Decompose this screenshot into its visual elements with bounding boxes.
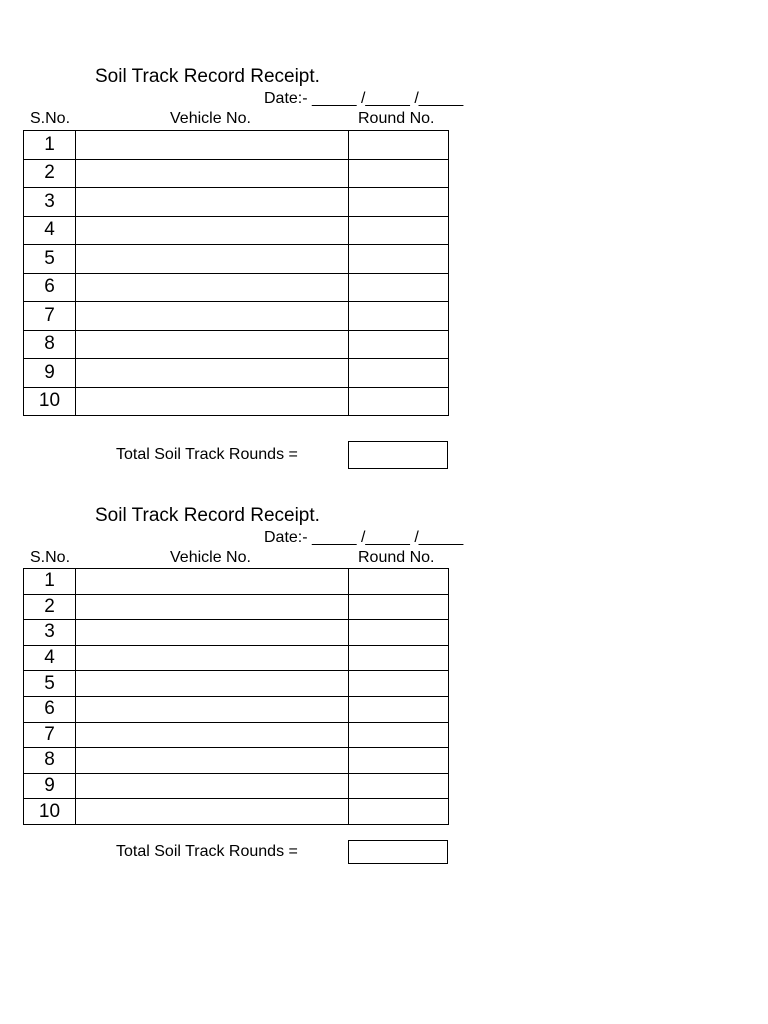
row-number: 8 bbox=[24, 748, 76, 774]
round-no-cell[interactable] bbox=[349, 188, 449, 217]
total-rounds-label: Total Soil Track Rounds = bbox=[116, 843, 298, 860]
vehicle-no-cell[interactable] bbox=[76, 671, 349, 697]
row-number: 4 bbox=[24, 216, 76, 245]
table-row bbox=[24, 569, 449, 595]
vehicle-no-cell[interactable] bbox=[76, 696, 349, 722]
record-table bbox=[23, 130, 449, 416]
table-row bbox=[24, 387, 449, 416]
header-sno: S.No. bbox=[30, 110, 71, 127]
vehicle-no-cell[interactable] bbox=[76, 799, 349, 825]
header-vehicle-no: Vehicle No. bbox=[170, 110, 251, 127]
total-rounds-label: Total Soil Track Rounds = bbox=[116, 446, 298, 463]
receipt-form-1 bbox=[0, 0, 768, 480]
table-row bbox=[24, 131, 449, 160]
vehicle-no-cell[interactable] bbox=[76, 387, 349, 416]
vehicle-no-cell[interactable] bbox=[76, 569, 349, 595]
header-sno: S.No. bbox=[30, 549, 71, 566]
row-number: 10 bbox=[24, 387, 76, 416]
row-number: 4 bbox=[24, 645, 76, 671]
vehicle-no-cell[interactable] bbox=[76, 645, 349, 671]
record-table bbox=[23, 568, 449, 825]
row-number: 3 bbox=[24, 188, 76, 217]
row-number: 8 bbox=[24, 330, 76, 359]
header-vehicle-no: Vehicle No. bbox=[170, 549, 251, 566]
receipt-title: Soil Track Record Receipt. bbox=[95, 66, 320, 87]
date-field[interactable]: Date:- _____ /_____ /_____ bbox=[264, 529, 464, 546]
table-row bbox=[24, 359, 449, 388]
receipt-title: Soil Track Record Receipt. bbox=[95, 505, 320, 526]
row-number: 6 bbox=[24, 273, 76, 302]
round-no-cell[interactable] bbox=[349, 159, 449, 188]
date-field[interactable]: Date:- _____ /_____ /_____ bbox=[264, 90, 464, 107]
round-no-cell[interactable] bbox=[349, 569, 449, 595]
vehicle-no-cell[interactable] bbox=[76, 216, 349, 245]
round-no-cell[interactable] bbox=[349, 748, 449, 774]
round-no-cell[interactable] bbox=[349, 620, 449, 646]
round-no-cell[interactable] bbox=[349, 696, 449, 722]
table-row bbox=[24, 696, 449, 722]
vehicle-no-cell[interactable] bbox=[76, 594, 349, 620]
row-number: 1 bbox=[24, 131, 76, 160]
row-number: 2 bbox=[24, 159, 76, 188]
table-row bbox=[24, 188, 449, 217]
table-row bbox=[24, 302, 449, 331]
round-no-cell[interactable] bbox=[349, 131, 449, 160]
round-no-cell[interactable] bbox=[349, 645, 449, 671]
row-number: 5 bbox=[24, 245, 76, 274]
vehicle-no-cell[interactable] bbox=[76, 302, 349, 331]
row-number: 7 bbox=[24, 722, 76, 748]
row-number: 9 bbox=[24, 359, 76, 388]
vehicle-no-cell[interactable] bbox=[76, 188, 349, 217]
round-no-cell[interactable] bbox=[349, 273, 449, 302]
table-row bbox=[24, 722, 449, 748]
table-row bbox=[24, 645, 449, 671]
row-number: 5 bbox=[24, 671, 76, 697]
table-row bbox=[24, 671, 449, 697]
vehicle-no-cell[interactable] bbox=[76, 273, 349, 302]
round-no-cell[interactable] bbox=[349, 722, 449, 748]
total-rounds-box[interactable] bbox=[348, 840, 448, 864]
round-no-cell[interactable] bbox=[349, 799, 449, 825]
receipt-form-2 bbox=[0, 439, 768, 879]
vehicle-no-cell[interactable] bbox=[76, 748, 349, 774]
table-row bbox=[24, 273, 449, 302]
table-row bbox=[24, 799, 449, 825]
round-no-cell[interactable] bbox=[349, 359, 449, 388]
table-row bbox=[24, 620, 449, 646]
vehicle-no-cell[interactable] bbox=[76, 131, 349, 160]
vehicle-no-cell[interactable] bbox=[76, 722, 349, 748]
table-row bbox=[24, 773, 449, 799]
vehicle-no-cell[interactable] bbox=[76, 359, 349, 388]
table-row bbox=[24, 159, 449, 188]
round-no-cell[interactable] bbox=[349, 671, 449, 697]
row-number: 9 bbox=[24, 773, 76, 799]
vehicle-no-cell[interactable] bbox=[76, 773, 349, 799]
round-no-cell[interactable] bbox=[349, 245, 449, 274]
round-no-cell[interactable] bbox=[349, 387, 449, 416]
vehicle-no-cell[interactable] bbox=[76, 159, 349, 188]
header-round-no: Round No. bbox=[358, 110, 435, 127]
round-no-cell[interactable] bbox=[349, 302, 449, 331]
row-number: 3 bbox=[24, 620, 76, 646]
row-number: 7 bbox=[24, 302, 76, 331]
header-round-no: Round No. bbox=[358, 549, 435, 566]
table-row bbox=[24, 245, 449, 274]
round-no-cell[interactable] bbox=[349, 773, 449, 799]
round-no-cell[interactable] bbox=[349, 216, 449, 245]
row-number: 1 bbox=[24, 569, 76, 595]
round-no-cell[interactable] bbox=[349, 594, 449, 620]
vehicle-no-cell[interactable] bbox=[76, 330, 349, 359]
row-number: 6 bbox=[24, 696, 76, 722]
table-row bbox=[24, 748, 449, 774]
vehicle-no-cell[interactable] bbox=[76, 620, 349, 646]
table-row bbox=[24, 216, 449, 245]
table-row bbox=[24, 330, 449, 359]
table-row bbox=[24, 594, 449, 620]
round-no-cell[interactable] bbox=[349, 330, 449, 359]
vehicle-no-cell[interactable] bbox=[76, 245, 349, 274]
row-number: 2 bbox=[24, 594, 76, 620]
row-number: 10 bbox=[24, 799, 76, 825]
